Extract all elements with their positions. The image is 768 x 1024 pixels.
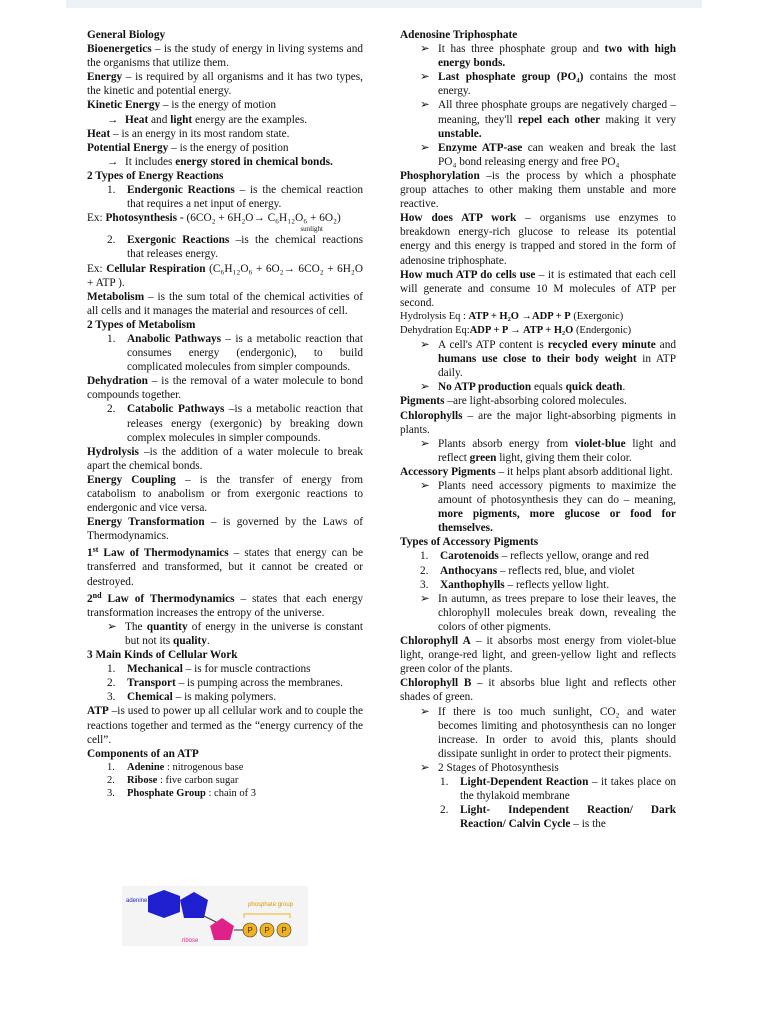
hydrolysis-equation [400,310,676,324]
term-phosphorylation: Phosphorylation [400,169,480,182]
def-potential: – is the energy of position [168,141,289,154]
bullet-arrow-icon: ➢ [420,761,430,774]
hydro-eq-c: (Exergonic) [570,310,624,322]
term-exergonic: Exergonic Reactions [127,234,230,247]
list-item-anthocyans [400,564,676,578]
heading-accessory-types: Types of Accessory Pigments [400,536,539,549]
b7-e: light, giving them their color. [496,451,632,464]
def-metabolism: – is the sum total of the chemical activities of all cells and it manages the material and resources of cell. [87,290,363,317]
kinetic-light: light [170,113,193,126]
para-photosynthesis-example [87,211,363,233]
b7-a: Plants absorb energy from [438,437,575,450]
para-bioenergetics [87,42,363,70]
kinetic-rest: energy are the examples. [192,113,308,126]
b6-d: . [622,381,626,394]
para-accessory [400,465,676,479]
def-heat: – is an energy in its most random state. [110,127,290,140]
p-label: P [281,926,287,935]
para-hydrolysis [87,445,363,473]
b5-b: recycled every minute [547,339,656,352]
dehyd-eq-a: Dehydration Eq: [400,324,470,336]
right-column [400,28,676,831]
term-dehydration: Dehydration [87,375,148,388]
bullet-arrow-icon: ➢ [420,339,430,352]
para-law1 [87,543,363,588]
b3-a: All three phosphate groups are negatively charged – meaning, they'll [438,99,676,126]
term-anabolic: Anabolic Pathways [127,332,222,345]
b9-text: In autumn, as trees prepare to lose their leaves, the chlorophyll molecules break down, revealing the colors of other pigments. [438,592,676,633]
law2-bullet-a: The [125,620,147,633]
para-phosphorylation [400,169,676,211]
b3-c: making it very [600,113,677,126]
b2-b: contains the most energy. [438,71,676,98]
def-hydrolysis: –is the addition of a water molecule to break apart the chemical bonds. [87,445,363,472]
list-number: 1. [107,184,116,197]
heading-energy-reactions: 2 Types of Energy Reactions [87,169,224,182]
heading-atp-components: Components of an ATP [87,747,199,760]
hydro-eq-a: Hydrolysis Eq : [400,310,469,322]
bullet-accessory-need [400,479,676,535]
def-adenine: : nitrogenous base [164,761,244,773]
term-endergonic: Endergonic Reactions [127,184,235,197]
bullet-autumn [400,592,676,634]
b4-b: can weaken and break the last PO₄ bond releasing energy and free PO₄ [438,141,676,168]
term-light-dependent: Light-Dependent Reaction [460,775,589,788]
para-law2 [87,589,363,620]
arrow-icon: → [107,155,119,168]
list-number: 2. [107,677,116,690]
def-catabolic: –is a metabolic reaction that releases energy (exergonic) by breaking down complex molecules in simpler compounds. [127,403,363,444]
b1-b: two with high energy bonds. [438,43,676,70]
list-number: 3. [107,787,115,799]
term-chemical: Chemical [127,691,173,704]
b5-e: in ATP daily. [438,353,676,380]
def-kinetic: – is the energy of motion [160,99,276,112]
b3-b: repel each other [517,113,601,126]
bullet-atp-recycle [400,338,676,380]
list-item-mechanical [87,662,363,676]
term-adenine: Adenine [127,761,165,773]
bullet-two-stages [400,761,676,775]
list-number: 1. [107,761,115,773]
def-accessory: – it helps plant absorb additional light. [495,465,673,478]
term-chlorophyll-a: Chlorophyll A [400,635,471,648]
list-item-endergonic [87,183,363,211]
law2-number: 2 [87,592,93,605]
def-how-atp-works: – organisms use enzymes to breakdown energy-rich glucose to release its potential energy and this energy is trapped and stored in the form of adenosine triphosphate. [400,212,676,267]
term-heat: Heat [87,127,111,140]
term-bioenergetics: Bioenergetics [87,43,152,56]
heading-metabolism-types: 2 Types of Metabolism [87,318,196,331]
b6-c: quick death [565,381,623,394]
doc-title: General Biology [87,29,166,41]
term-pigments: Pigments [400,395,445,408]
def-pigments: –are light-absorbing colored molecules. [444,395,627,408]
list-number: 1. [420,550,429,563]
bullet-atp-4 [400,141,676,169]
para-heat [87,127,363,141]
def-chlorophylls: – are the major light-absorbing pigments in plants. [400,409,676,436]
atp-structure-diagram [122,886,308,946]
b1-a: It has three phosphate group and [438,43,605,56]
potential-sub-b: energy stored in chemical bonds. [175,155,333,168]
list-item-catabolic [87,402,363,444]
term-how-atp-works: How does ATP work [400,212,517,225]
term-hydrolysis: Hydrolysis [87,445,139,458]
adenine-label: adenine [126,898,148,904]
bullet-arrow-icon: ➢ [420,99,430,112]
def-anthocyans: – reflects red, blue, and violet [497,564,635,577]
bullet-arrow-icon: ➢ [420,705,430,718]
def-chlorophyll-b: – it absorbs blue light and reflects other shades of green. [400,677,676,704]
def-phosphorylation: –is the process by which a phosphate group attaches to other making them unstable and more reactive. [400,169,676,211]
def-law1: – states that energy can be transferred and transformed, but it cannot be created or destroyed. [87,547,363,588]
list-number: 2. [440,804,449,817]
dehyd-eq-b: ADP + P → ATP + H₂O [469,324,574,336]
list-item-light-dependent [400,775,676,803]
sunlight-label: sunlight [300,225,323,234]
def-phosphate: : chain of 3 [205,787,257,799]
term-respiration: Cellular Respiration [106,262,206,275]
para-coupling [87,473,363,515]
def-anabolic: – is a metabolic reaction that consumes energy (endergonic), to build complicated molecules from simpler compounds. [127,332,363,374]
def-chlorophyll-a: – it absorbs most energy from violet-blue light, orange-red light, and green-yellow light and reflects green color of the plants. [400,635,677,676]
p-label: P [264,926,270,935]
kinetic-and: and [148,113,171,126]
term-transformation: Energy Transformation [87,516,205,529]
phosphate-label: phosphate group [248,902,294,908]
list-number: 3. [107,691,116,704]
def-atp: –is used to power up all cellular work and to couple the reactions together and termed as the “energy currency of the cell”. [87,705,363,746]
photosynthesis-equation: (6CO₂ + 6H₂O→ C₆H₁₂O₆ + 6O₂) [183,212,341,225]
bullet-arrow-icon: ➢ [420,437,430,450]
term-law1: Law of Thermodynamics [98,547,229,560]
bullet-arrow-icon: ➢ [420,480,430,492]
para-pigments [400,394,676,408]
term-potential: Potential Energy [87,141,169,154]
def-dehydration: – is the removal of a water molecule to bond compounds together. [87,375,363,402]
law1-number: 1 [87,547,93,560]
term-law2: Law of Thermodynamics [101,592,235,605]
def-light-dependent: – it takes place on the thylakoid membrane [460,775,677,803]
b5-c: and [655,339,676,352]
para-energy [87,70,363,98]
term-light-independent: Light- Independent Reaction/ Dark Reaction/ Calvin Cycle [460,804,676,831]
para-transformation [87,515,363,543]
law2-bullet-b: quantity [146,620,188,633]
term-phosphate: Phosphate Group [127,787,206,799]
bullet-arrow-icon: ➢ [420,381,430,394]
para-atp [87,704,363,746]
list-number: 2. [420,564,429,577]
def-energy: – is required by all organisms and it has two types, the kinetic and potential energy. [87,71,363,98]
term-energy: Energy [87,71,123,84]
respiration-equation: (C₆H₁₂O₆ + 6O₂→ 6CO₂ + 6H₂O + ATP ). [87,262,364,289]
bullet-no-atp [400,380,676,394]
def-transport: – is pumping across the membranes. [175,677,343,690]
dehyd-eq-c: (Endergonic) [573,324,632,336]
term-coupling: Energy Coupling [87,473,176,486]
term-atp: ATP [87,705,109,718]
top-scroll-bar [66,0,702,8]
kinetic-heat: Heat [125,113,149,126]
kinetic-example [87,113,363,127]
def-coupling: – is the transfer of energy from catabolism to anabolism or from exergonic reactions to endergonic and vice versa. [87,473,363,515]
para-respiration-example [87,262,363,290]
bullet-arrow-icon: ➢ [107,620,117,633]
adenine-hexagon [148,890,180,918]
list-number: 2. [107,774,115,786]
def-xanthophylls: – reflects yellow light. [504,578,610,591]
b11-text: 2 Stages of Photosynthesis [438,761,559,774]
term-xanthophylls: Xanthophylls [440,578,505,591]
b7-d: green [469,451,497,464]
def-exergonic: –is the chemical reactions that releases energy. [127,234,363,261]
term-carotenoids: Carotenoids [440,550,499,563]
dehydration-equation [400,324,676,338]
bullet-arrow-icon: ➢ [420,141,430,154]
list-item-xanthophylls [400,578,676,592]
b5-d: humans use close to their body weight [438,353,637,366]
para-metabolism [87,290,363,318]
potential-sub-a: It includes [125,155,176,168]
term-transport: Transport [127,677,176,690]
b7-c: light and reflect [438,437,676,464]
list-item-transport [87,676,363,690]
para-potential [87,141,363,155]
b7-b: violet-blue [574,437,626,450]
b2-a: Last phosphate group (PO₄) [438,71,584,84]
para-chlorophylls [400,409,676,437]
bullet-arrow-icon: ➢ [420,43,430,56]
term-accessory: Accessory Pigments [400,465,496,478]
b10-text: If there is too much sunlight, CO₂ and water becomes limiting and photosynthesis can no longer increase. In order to avoid this, plants should dissipate sunlight in order to protect their pigments. [438,705,676,760]
term-mechanical: Mechanical [127,663,183,676]
law2-bullet-c: of energy in the universe is constant but not its [125,620,363,647]
law2-bullet-e: . [206,634,210,647]
heading-atp: Adenosine Triphosphate [400,29,518,41]
ribose-label: ribose [182,938,199,944]
def-mechanical: – is for muscle contractions [182,663,311,676]
law2-bullet [87,620,363,648]
para-how-much-atp [400,268,676,310]
para-dehydration [87,374,363,402]
term-chlorophylls: Chlorophylls [400,409,463,422]
left-column [87,28,363,800]
para-chlorophyll-a [400,634,676,676]
def-bioenergetics: – is the study of energy in living systems and the organisms that utilize them. [87,43,363,70]
term-ribose: Ribose [127,774,158,786]
b6-b: equals [531,381,566,394]
list-number: 1. [107,663,116,676]
b6-a: No ATP production [438,381,532,394]
def-endergonic: – is the chemical reaction that requires a net input of energy. [127,184,363,211]
term-metabolism: Metabolism [87,290,145,303]
list-item-light-independent [400,803,676,831]
para-how-atp-works [400,211,676,267]
law2-sup: nd [92,590,102,600]
para-kinetic [87,98,363,112]
bullet-arrow-icon: ➢ [420,592,430,605]
def-carotenoids: – reflects yellow, orange and red [498,550,649,563]
ex-label: Ex: [87,212,106,225]
term-chlorophyll-b: Chlorophyll B [400,677,472,690]
def-how-much-atp: – it is estimated that each cell will generate and consume 10 M molecules of ATP per second. [400,268,676,309]
b8-b: more pigments, more glucose or food for themselves. [438,508,676,535]
list-number: 1. [440,775,449,788]
def-light-independent: – is the [570,818,606,831]
list-item-ribose [87,774,363,787]
list-number: 2. [107,234,116,247]
b4-a: Enzyme ATP-ase [438,141,523,154]
term-anthocyans: Anthocyans [440,564,498,577]
list-item-carotenoids [400,549,676,563]
ex-label: Ex: [87,262,107,275]
term-kinetic: Kinetic Energy [87,99,161,112]
bullet-atp-2 [400,70,676,98]
list-number: 1. [107,332,116,345]
bullet-atp-3 [400,98,676,140]
bullet-too-much-sunlight [400,705,676,761]
list-item-phosphate [87,787,363,800]
p-label: P [247,926,253,935]
term-catabolic: Catabolic Pathways [127,403,225,416]
arrow-icon: → [107,113,119,126]
list-item-adenine [87,761,363,774]
b8-a: Plants need accessory pigments to maximize the amount of photosynthesis they can do – meaning, [438,480,676,507]
def-chemical: – is making polymers. [172,691,277,704]
def-ribose: : five carbon sugar [157,774,239,786]
bullet-arrow-icon: ➢ [420,71,430,84]
bullet-atp-1 [400,42,676,70]
b5-a: A cell's ATP content is [438,339,548,352]
list-item-anabolic [87,332,363,374]
list-item-chemical [87,690,363,704]
potential-example [87,155,363,169]
hydro-eq-b: ATP + H₂O →ADP + P [468,310,571,322]
def-transformation: – is governed by the Laws of Thermodynamics. [87,516,363,543]
law2-bullet-d: quality [173,634,207,647]
b3-d: unstable. [438,127,482,140]
law1-sup: st [92,545,99,555]
bullet-plants-absorb [400,437,676,465]
list-number: 2. [107,403,116,416]
term-how-much-atp: How much ATP do cells use [400,268,536,281]
list-number: 3. [420,578,429,591]
para-chlorophyll-b [400,676,676,704]
heading-cellular-work: 3 Main Kinds of Cellular Work [87,649,238,662]
list-item-exergonic [87,233,363,261]
term-photosynthesis: Photosynthesis - [105,212,184,225]
def-law2: – states that each energy transformation increases the entropy of the universe. [87,592,364,619]
